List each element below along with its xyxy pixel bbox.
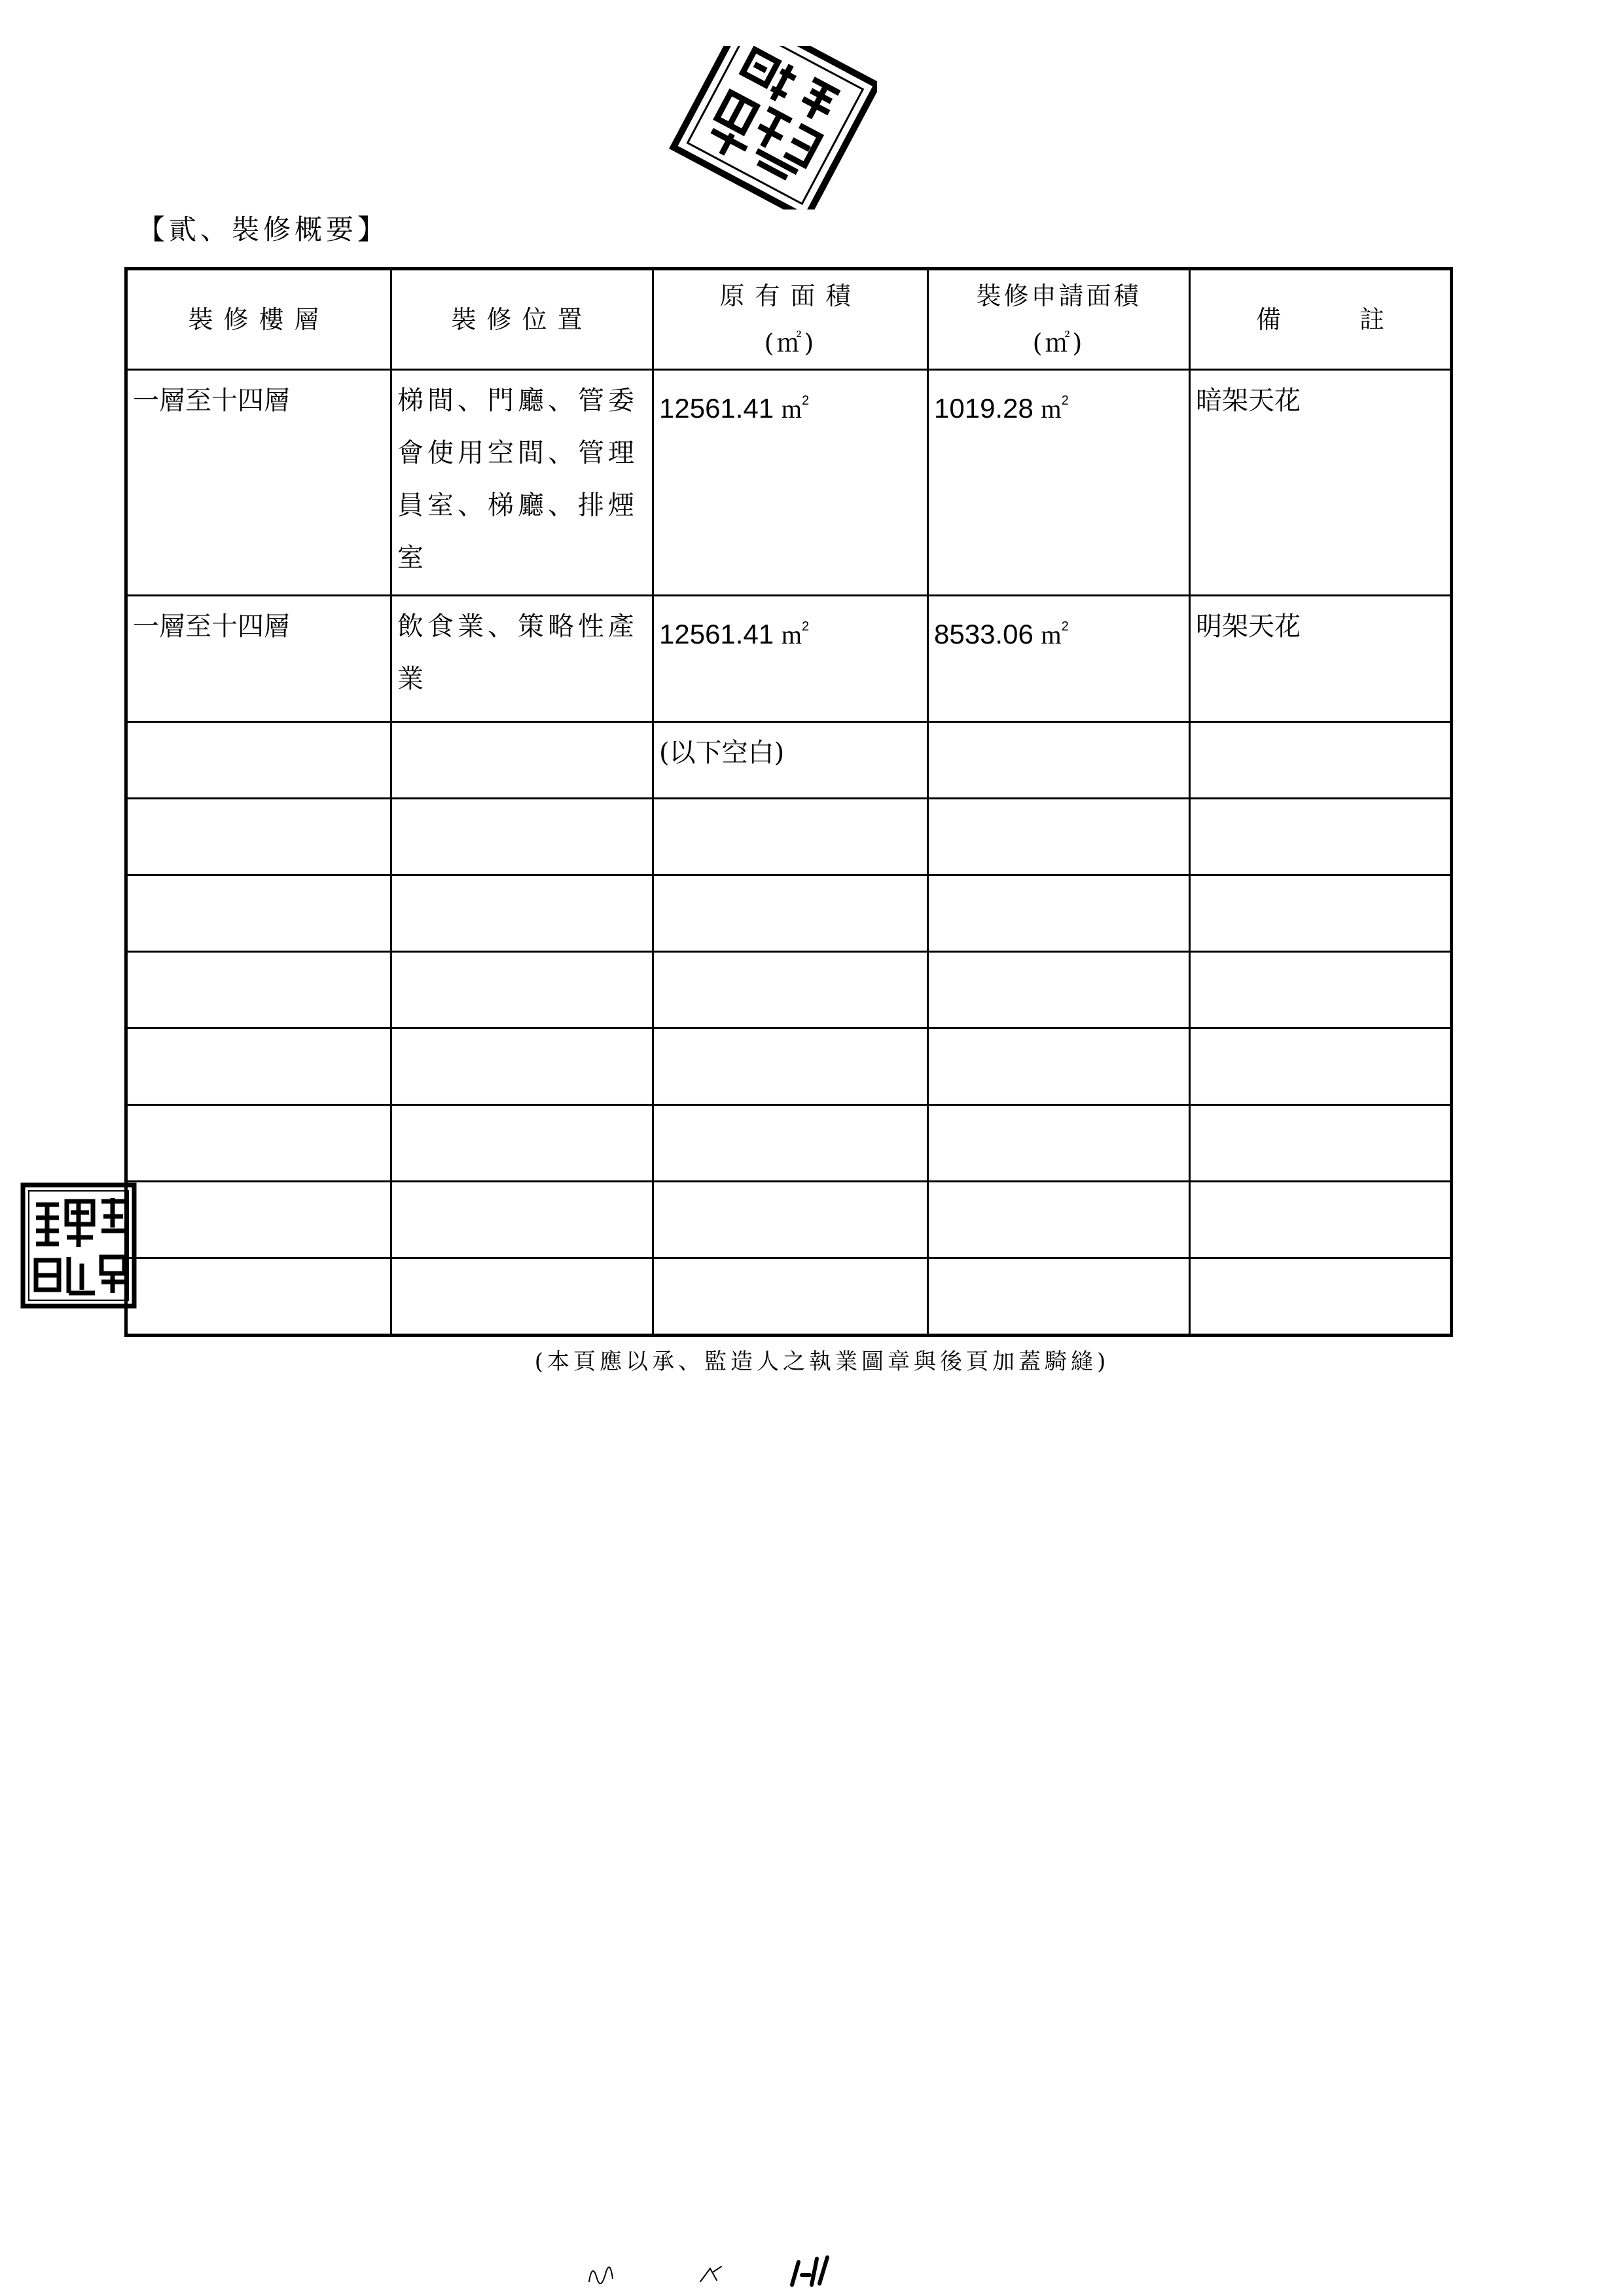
empty-cell: [1190, 1258, 1452, 1336]
header-floor: 裝修樓層: [126, 269, 391, 370]
empty-cell: [653, 1182, 928, 1258]
original-area-value: 12561.41: [659, 619, 774, 649]
empty-cell: [126, 1258, 391, 1336]
empty-cell: [1190, 722, 1452, 799]
header-remark-char-1: 備: [1255, 305, 1281, 334]
empty-cell: [1190, 1105, 1452, 1182]
empty-cell: [1190, 875, 1452, 952]
empty-cell: [126, 1182, 391, 1258]
empty-cell: [928, 952, 1190, 1029]
empty-cell: [1190, 1029, 1452, 1105]
empty-cell: [928, 799, 1190, 875]
renovation-summary-table: [124, 267, 1453, 1337]
handwritten-mark: [583, 2252, 857, 2291]
cell-applied-area: 1019.28 $m^2$: [928, 370, 1190, 596]
table-row-empty: [126, 952, 1452, 1029]
table-row: [126, 370, 1452, 596]
header-applied-area-label: 裝修申請面積: [976, 282, 1142, 310]
empty-cell: [391, 799, 653, 875]
area-unit: m: [781, 394, 802, 424]
empty-cell: [653, 1029, 928, 1105]
empty-cell: [653, 1105, 928, 1182]
empty-cell: [928, 1258, 1190, 1336]
cell-location: 飲食業、策略性產業: [391, 596, 653, 722]
original-area-value: 12561.41: [659, 393, 774, 424]
applied-area-value: 8533.06: [934, 619, 1034, 649]
cell-applied-area: 8533.06 $m^2$: [928, 596, 1190, 722]
empty-cell: [126, 1105, 391, 1182]
empty-cell: [928, 1182, 1190, 1258]
table-header-row: [126, 269, 1452, 370]
empty-cell: [928, 1029, 1190, 1105]
cell-original-area: 12561.41 $m^2$: [653, 596, 928, 722]
area-unit: m: [781, 620, 802, 649]
table-row-empty: [126, 1258, 1452, 1336]
header-original-area-label: 原有面積: [719, 282, 861, 310]
cell-floor: 一層至十四層: [126, 596, 391, 722]
area-unit: m: [1041, 620, 1062, 649]
empty-cell: [126, 722, 391, 799]
empty-cell: [391, 1182, 653, 1258]
empty-cell: [928, 722, 1190, 799]
table-row: [126, 596, 1452, 722]
blank-note: (以下空白): [653, 722, 928, 799]
cell-location: 梯間、門廳、管委會使用空間、管理員室、梯廳、排煙室: [391, 370, 653, 596]
empty-cell: [391, 1105, 653, 1182]
header-original-area: [653, 269, 928, 370]
header-location: 裝修位置: [391, 269, 653, 370]
section-heading: 【貳、裝修概要】: [137, 213, 389, 246]
table-row-empty: [126, 1182, 1452, 1258]
empty-cell: [391, 952, 653, 1029]
empty-cell: [653, 875, 928, 952]
header-original-area-unit: (㎡): [764, 329, 817, 357]
area-unit: m: [1041, 394, 1062, 424]
applied-area-value: 1019.28: [934, 393, 1034, 424]
header-applied-area-unit: (㎡): [1032, 329, 1085, 357]
empty-cell: [928, 1105, 1190, 1182]
empty-cell: [1190, 952, 1452, 1029]
header-remark: [1190, 269, 1452, 370]
empty-cell: [391, 875, 653, 952]
official-seal-left-stamp: [20, 1178, 137, 1313]
cell-original-area: 12561.41 $m^2$: [653, 370, 928, 596]
empty-cell: [391, 1258, 653, 1336]
empty-cell: [653, 1258, 928, 1336]
empty-cell: [126, 799, 391, 875]
cell-remark: 暗架天花: [1190, 370, 1452, 596]
cell-remark: 明架天花: [1190, 596, 1452, 722]
empty-cell: [653, 799, 928, 875]
empty-cell: [1190, 1182, 1452, 1258]
empty-cell: [391, 722, 653, 799]
cell-floor: 一層至十四層: [126, 370, 391, 596]
empty-cell: [391, 1029, 653, 1105]
table-row-empty: [126, 1105, 1452, 1182]
header-applied-area: [928, 269, 1190, 370]
empty-cell: [126, 952, 391, 1029]
empty-cell: [928, 875, 1190, 952]
table-row-blank-note: [126, 722, 1452, 799]
official-seal-top-stamp: [661, 46, 877, 210]
empty-cell: [653, 952, 928, 1029]
empty-cell: [1190, 799, 1452, 875]
table-row-empty: [126, 799, 1452, 875]
table-row-empty: [126, 1029, 1452, 1105]
empty-cell: [126, 875, 391, 952]
table-row-empty: [126, 875, 1452, 952]
empty-cell: [126, 1029, 391, 1105]
seam-seal-footnote: (本頁應以承、監造人之執業圖章與後頁加蓋騎縫): [534, 1349, 1110, 1375]
header-remark-char-2: 註: [1359, 305, 1385, 334]
